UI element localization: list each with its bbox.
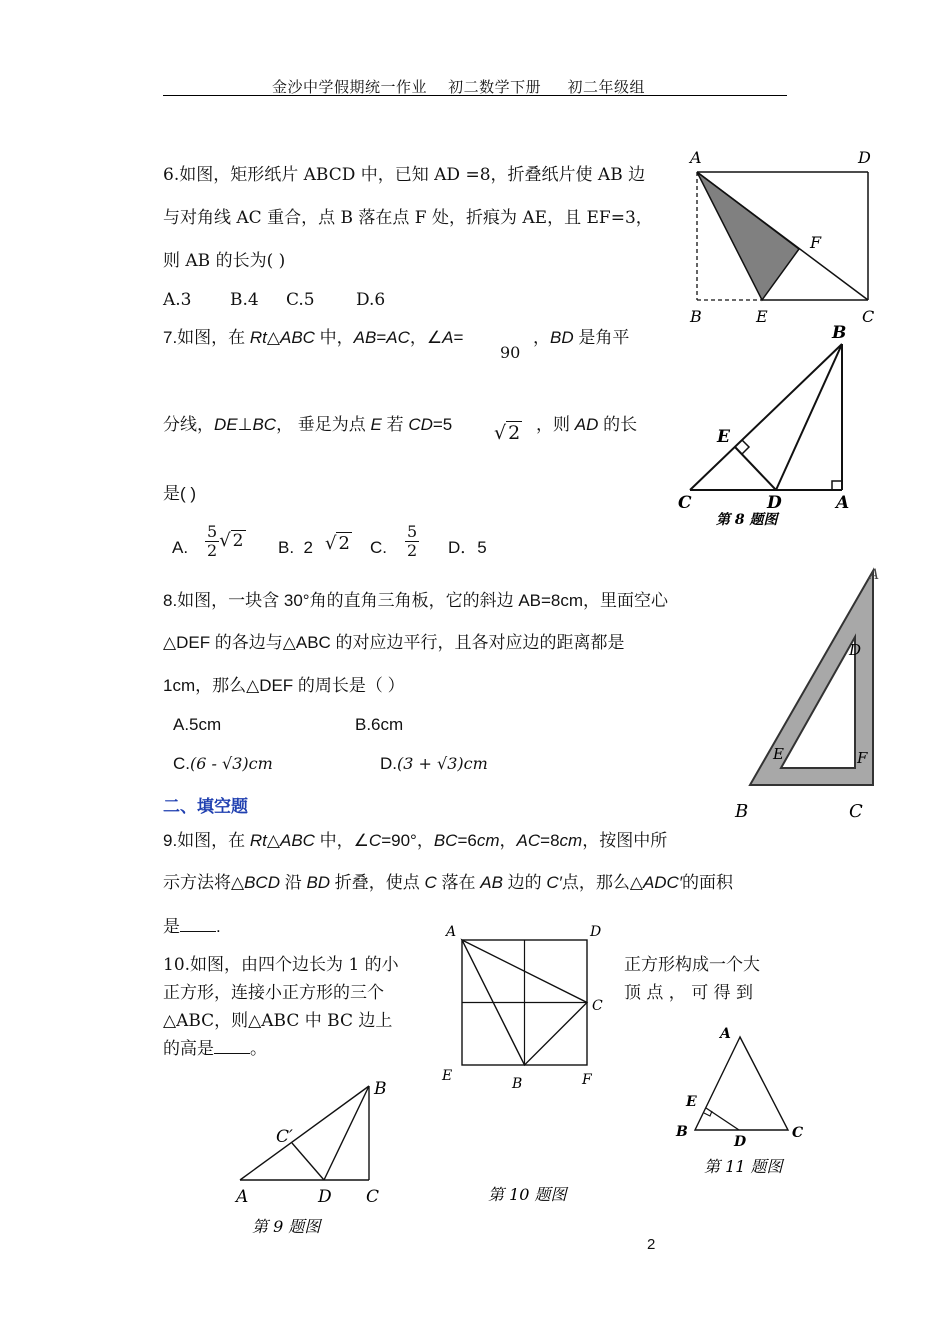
q9-label-b: B bbox=[374, 1079, 387, 1099]
q10-label-e: E bbox=[442, 1068, 453, 1084]
q11-label-c: C bbox=[792, 1125, 804, 1141]
q11-label-d: D bbox=[734, 1134, 747, 1150]
q7-label-a: A bbox=[836, 493, 850, 513]
q10-right-line1: 正方形构成一个大 bbox=[624, 955, 760, 975]
q6-line1: 6.如图，矩形纸片 ABCD 中，已知 AD =8，折叠纸片使 AB 边 bbox=[163, 165, 646, 185]
header-rule bbox=[163, 95, 787, 96]
q8-option-c: C.(6 - √3)cm bbox=[173, 754, 273, 773]
q6-line2: 与对角线 AC 重合，点 B 落在点 F 处，折痕为 AE，且 EF=3， bbox=[163, 208, 653, 228]
q6-label-a: A bbox=[690, 148, 702, 167]
q9-answer-blank[interactable] bbox=[180, 917, 216, 932]
q8-label-c: C bbox=[849, 801, 863, 822]
q6-option-c: C.5 bbox=[286, 290, 315, 310]
q7-line2-end: ，则 AD 的长 bbox=[536, 415, 638, 434]
q6-option-a: A.3 bbox=[163, 290, 192, 310]
q7-option-d: D．5 bbox=[448, 538, 487, 557]
q8-label-d: D bbox=[849, 641, 862, 659]
q11-label-e: E bbox=[686, 1094, 697, 1110]
q8-figure bbox=[735, 565, 880, 822]
q10-left-line2: 正方形，连接小正方形的三个 bbox=[163, 983, 384, 1003]
q7-line3: 是( ) bbox=[163, 484, 197, 503]
q6-figure bbox=[680, 146, 880, 326]
q6-diagonal-ac bbox=[697, 172, 868, 300]
q7-label-d: D bbox=[767, 493, 782, 513]
q7-option-c-label: C. bbox=[370, 538, 387, 557]
q10-label-a: A bbox=[446, 924, 457, 940]
q8-label-b: B bbox=[735, 801, 749, 822]
q10-label-f: F bbox=[582, 1072, 592, 1088]
q6-option-b: B.4 bbox=[230, 290, 259, 310]
q10-caption: 第 10 题图 bbox=[488, 1185, 567, 1204]
q8-line3: 1cm，那么△DEF 的周长是（ ） bbox=[163, 676, 405, 695]
q7-line2: 分线，DE⊥BC， 垂足为点 E 若 CD=5 bbox=[163, 415, 453, 434]
q9-figure bbox=[232, 1078, 392, 1236]
q10-answer-blank[interactable] bbox=[214, 1039, 250, 1054]
q9-line2: 示方法将△BCD 沿 BD 折叠，使点 C 落在 AB 边的 C′点，那么△ADC′的面积 bbox=[163, 873, 734, 892]
header-group: 初二年级组 bbox=[567, 78, 645, 96]
q7-side-bc bbox=[690, 344, 842, 490]
q7-label-e: E bbox=[717, 427, 730, 447]
q7-figure bbox=[672, 318, 867, 528]
q10-left-line3: △ABC，则△ABC 中 BC 边上 bbox=[163, 1011, 393, 1031]
q7-bisector-bd bbox=[776, 344, 842, 490]
q9-label-a: A bbox=[236, 1187, 249, 1207]
q11-label-a: A bbox=[720, 1026, 731, 1042]
q7-perp-de bbox=[735, 447, 776, 490]
q11-caption: 第 11 题图 bbox=[704, 1157, 783, 1176]
q7-angle-value: 90 bbox=[500, 343, 521, 362]
q10-label-d: D bbox=[590, 924, 602, 940]
q8-option-d: D.(3 + √3)cm bbox=[380, 754, 488, 773]
q10-left-line4: 的高是 。 bbox=[163, 1039, 267, 1059]
q9-label-cprime: C′ bbox=[276, 1127, 293, 1147]
q9-segment-cprime-d bbox=[292, 1143, 324, 1180]
q9-caption: 第 9 题图 bbox=[252, 1217, 321, 1236]
q6-label-f: F bbox=[810, 233, 822, 252]
q7-option-a-label: A. bbox=[172, 538, 189, 557]
q11-perp-de bbox=[706, 1108, 739, 1130]
q10-label-c: C bbox=[592, 998, 603, 1014]
q8-label-f: F bbox=[857, 749, 868, 767]
q7-right-angle-a bbox=[832, 481, 842, 490]
q10-figure bbox=[440, 920, 620, 1210]
q7-option-a-value: $\frac{5}{2}$ √ 2 bbox=[207, 522, 244, 560]
q7-option-b: B. 2 bbox=[278, 538, 313, 557]
q9-fold-bd bbox=[324, 1086, 369, 1180]
q7-line1: 7.如图，在 Rt△ABC 中，AB=AC，∠A= bbox=[163, 328, 464, 347]
header-school: 金沙中学假期统一作业 bbox=[272, 78, 428, 96]
q7-caption: 第 8 题图 bbox=[716, 512, 778, 528]
q7-line1-end: ，BD 是角平 bbox=[533, 328, 630, 347]
q10-left-line1: 10.如图，由四个边长为 1 的小 bbox=[163, 955, 399, 975]
q9-side-ab bbox=[240, 1086, 369, 1180]
q6-label-e: E bbox=[756, 307, 768, 326]
q9-line3: 是 . bbox=[163, 917, 221, 936]
page-number: 2 bbox=[647, 1236, 656, 1253]
q9-label-d: D bbox=[318, 1187, 332, 1207]
q7-label-b: B bbox=[832, 323, 847, 343]
q10-right-line2: 顶 点 ， 可 得 到 bbox=[624, 983, 754, 1003]
q10-label-b: B bbox=[512, 1076, 523, 1092]
q7-sqrt2: √ 2 bbox=[494, 422, 521, 444]
q6-label-d: D bbox=[858, 148, 871, 167]
q7-option-c-value: $\frac{5}{2}$ bbox=[407, 522, 418, 560]
q8-option-a: A.5cm bbox=[173, 715, 222, 734]
section-fill-in-title: 二、填空题 bbox=[163, 797, 248, 817]
q6-option-d: D.6 bbox=[356, 290, 386, 310]
q7-right-angle-e bbox=[742, 440, 749, 454]
q8-line1: 8.如图，一块含 30°角的直角三角板，它的斜边 AB=8cm，里面空心 bbox=[163, 591, 669, 610]
header-subject: 初二数学下册 bbox=[448, 78, 542, 96]
q11-label-b: B bbox=[676, 1124, 688, 1140]
q9-label-c: C bbox=[366, 1187, 380, 1207]
q6-line3: 则 AB 的长为( ) bbox=[163, 251, 286, 271]
q8-option-b: B.6cm bbox=[355, 715, 404, 734]
q7-option-b-sqrt: √ 2 bbox=[325, 533, 350, 554]
q8-inner-triangle bbox=[781, 637, 855, 768]
q7-label-c: C bbox=[678, 493, 692, 513]
q6-label-c: C bbox=[862, 307, 875, 326]
page-header bbox=[272, 76, 645, 97]
q8-line2: △DEF 的各边与△ABC 的对应边平行，且各对应边的距离都是 bbox=[163, 633, 625, 652]
q8-label-a: A bbox=[869, 567, 880, 583]
q11-figure bbox=[668, 1020, 808, 1180]
q6-label-b: B bbox=[690, 307, 702, 326]
q8-label-e: E bbox=[773, 745, 784, 763]
q9-line1: 9.如图，在 Rt△ABC 中，∠C=90°，BC=6cm，AC=8cm，按图中所 bbox=[163, 831, 668, 850]
